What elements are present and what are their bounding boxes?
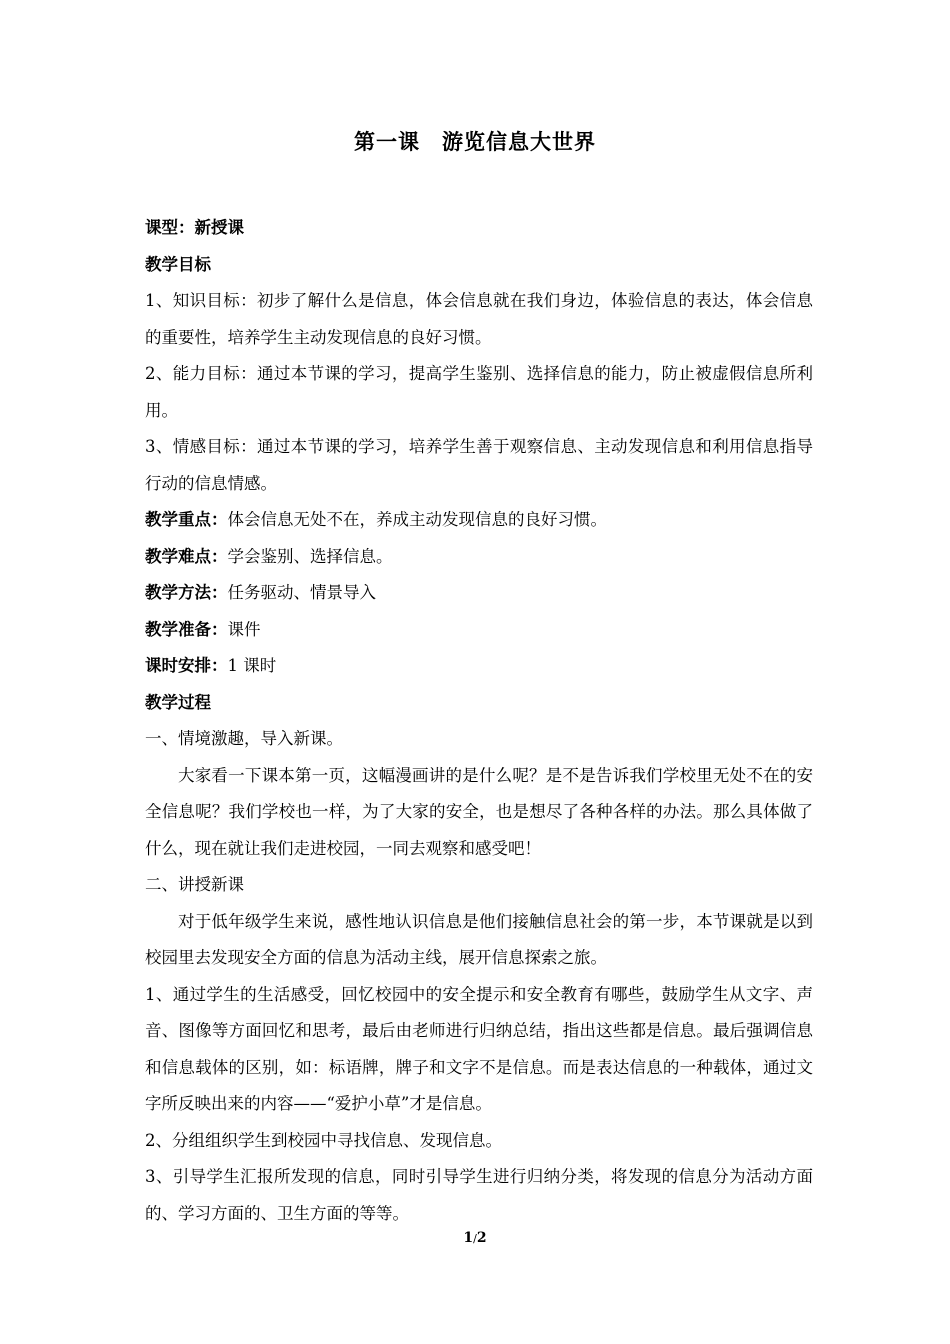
preparation-text: 课件	[227, 619, 261, 639]
page-title: 第一课 游览信息大世界	[354, 129, 596, 154]
process-heading: 教学过程	[145, 692, 211, 712]
difficulty-text: 学会鉴别、选择信息。	[227, 546, 393, 566]
objective-knowledge: 1、知识目标：初步了解什么是信息，体会信息就在我们身边，体验信息的表达，体会信息的重要性，培养学生主动发现信息的良好习惯。	[145, 291, 813, 347]
section2-paragraph: 对于低年级学生来说，感性地认识信息是他们接触信息社会的第一步，本节课就是以到校园里去发现安全方面的信息为活动主线，展开信息探索之旅。	[145, 911, 813, 967]
key-point-text: 体会信息无处不在，养成主动发现信息的良好习惯。	[227, 510, 607, 529]
section2-step-1: 1、通过学生的生活感受，回忆校园中的安全提示和安全教育有哪些，鼓励学生从文字、声音、图像等方面回忆和思考，最后由老师进行归纳总结，指出这些都是信息。最后强调信息和信息载体的区别，如：标语牌，牌子和文字不是信息。而是表达信息的一种载体，通过文字所反映出来的内容——“爱护小草”才是信息。	[145, 984, 813, 1113]
preparation	[145, 612, 813, 649]
lesson-type: 课型：新授课	[145, 218, 244, 237]
page-number	[0, 1228, 950, 1249]
method-label: 教学方法：	[145, 583, 228, 602]
section2-step-2: 2、分组组织学生到校园中寻找信息、发现信息。	[145, 1130, 502, 1150]
method	[145, 575, 813, 612]
section1-paragraph: 大家看一下课本第一页，这幅漫画讲的是什么呢？是不是告诉我们学校里无处不在的安全信息呢？我们学校也一样，为了大家的安全，也是想尽了各种各样的办法。那么具体做了什么，现在就让我们走进校园，一同去观察和感受吧！	[145, 765, 813, 858]
section2-heading: 二、讲授新课	[145, 875, 244, 894]
key-point-label: 教学重点：	[145, 510, 228, 529]
document-body	[145, 210, 813, 1232]
difficulty-label: 教学难点：	[145, 546, 228, 566]
objective-ability: 2、能力目标：通过本节课的学习，提高学生鉴别、选择信息的能力，防止被虚假信息所利用。	[145, 364, 813, 420]
section2-step-3: 3、引导学生汇报所发现的信息，同时引导学生进行归纳分类，将发现的信息分为活动方面的、学习方面的、卫生方面的等等。	[145, 1167, 813, 1223]
page-total: 2	[476, 1230, 487, 1246]
page-separator: /	[473, 1232, 477, 1245]
schedule	[145, 648, 813, 685]
method-text: 任务驱动、情景导入	[227, 583, 376, 602]
objective-emotion: 3、情感目标：通过本节课的学习，培养学生善于观察信息、主动发现信息和利用信息指导行动的信息情感。	[145, 437, 813, 493]
key-point	[145, 502, 813, 539]
schedule-label: 课时安排：	[145, 656, 228, 675]
section1-heading: 一、情境激趣，导入新课。	[145, 729, 343, 748]
objectives-heading: 教学目标	[145, 254, 211, 274]
page-current: 1	[463, 1230, 474, 1246]
preparation-label: 教学准备：	[145, 619, 228, 639]
schedule-text: 1 课时	[227, 656, 277, 675]
difficulty	[145, 539, 813, 576]
